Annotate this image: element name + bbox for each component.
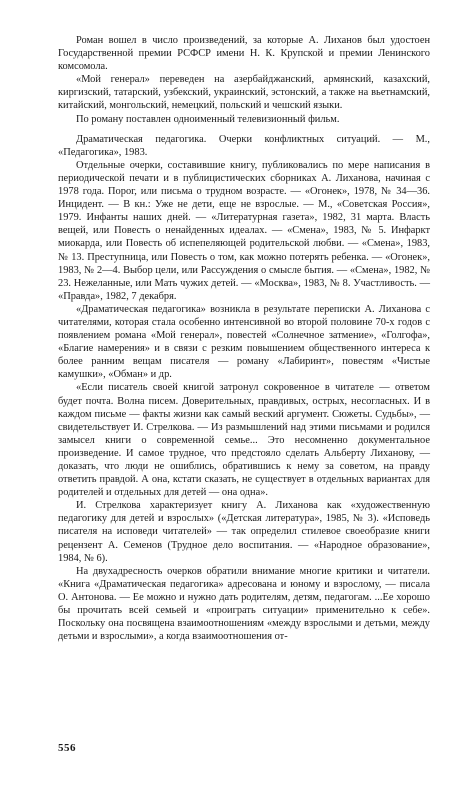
paragraph-translations: «Мой генерал» переведен на азербайджанский, армянский, казахский, киргизский, татарский, узбекский, украинский, эстонский, а также на вьетнамский, китайский, монгольский, немецкий, польский и чешский языки. — [58, 74, 430, 112]
paragraph-critics: На двухадресность очерков обратили внимание многие критики и читатели. «Книга «Драматическая педагогика» адресована и юному и взрослому, — писала О. Антонова. — Ее можно и нужно дать родителям, детям, педагогам. ...Ее хорошо бы прочитать всей семьей и «проиграть ситуации» применительно к себе». Поскольку она посвящена взаимоотношениям «между взрослыми и детьми, между детьми и взрослыми», а когда взаимоотношения от- — [58, 565, 430, 643]
paragraph-award: Роман вошел в число произведений, за которые А. Лиханов был удостоен Государственной премии РСФСР имени Н. К. Крупской и премии Ленинского комсомола. — [58, 35, 430, 73]
paragraph-quote-strelkova: «Если писатель своей книгой затронул сокровенное в читателе — ответом будет почта. Волна писем. Доверительных, правдивых, острых, несогласных. И в каждом письме — факты жизни как самый веский аргумент. Сюжеты. Судьбы», — свидетельствует И. Стрелкова. — Из размышлений над этими письмами и родился замысел книги о современной семье... Это несомненно документальное произведение. И самое трудное, что предстояло сделать Альберту Лиханову, — доказать, что люди не ошиблись, обратившись к нему за советом, на правду ответить правдой. А она, кстати сказать, не существует в отдельных вариантах для родителей и отдельных для детей — она одна». — [58, 382, 430, 499]
paragraph-review: И. Стрелкова характеризует книгу А. Лиханова как «художественную педагогику для детей и взрослых» («Детская литература», 1985, № 3). «Исповедь писателя на исповеди читателей» — так определил стилевое своеобразие книги рецензент А. Семенов (Трудное дело воспитания. — «Народное образование», 1984, № 6). — [58, 500, 430, 564]
page-number: 556 — [58, 742, 76, 754]
paragraph-origin: «Драматическая педагогика» возникла в результате переписки А. Лиханова с читателями, которая стала особенно интенсивной во второй половине 70-х годов с появлением романа «Мой генерал», повестей «Солнечное затмение», «Голгофа», «Благие намерения» и в связи с резким повышением общественного интереса к более ранним вещам писателя — роману «Лабиринт», повестям «Чистые камушки», «Обман» и др. — [58, 303, 430, 381]
entry-heading: Драматическая педагогика. Очерки конфликтных ситуаций. — М., «Педагогика», 1983. — [58, 133, 430, 158]
paragraph-film: По роману поставлен одноименный телевизионный фильм. — [76, 113, 340, 125]
paragraph-essays: Отдельные очерки, составившие книгу, публиковались по мере написания в периодической печати и в публицистических сборниках А. Лиханова, начиная с 1978 года. Порог, или письма о трудном возрасте. — «Огонек», 1978, № 34—36. Инцидент. — В кн.: Уже не дети, еще не взрослые. — М., «Советская Россия», 1979. Инфанты наших дней. — «Литературная газета», 1982, 31 марта. Власть вещей, или Повесть о ненайденных идеалах. — «Смена», 1983, № 5. Инфаркт миокарда, или Повесть об испепеляющей родительской любви. — «Смена», 1983, № 13. Преступница, или Повесть о том, как можно потерять ребенка. — «Огонек», 1983, № 2—4. Выбор цели, или Рассуждения о смысле бытия. — «Смена», 1982, № 23. Нежеланные, или Мать чужих детей. — «Москва», 1983, № 8. Участливость. — «Правда», 1982, 7 декабря. — [58, 159, 430, 302]
